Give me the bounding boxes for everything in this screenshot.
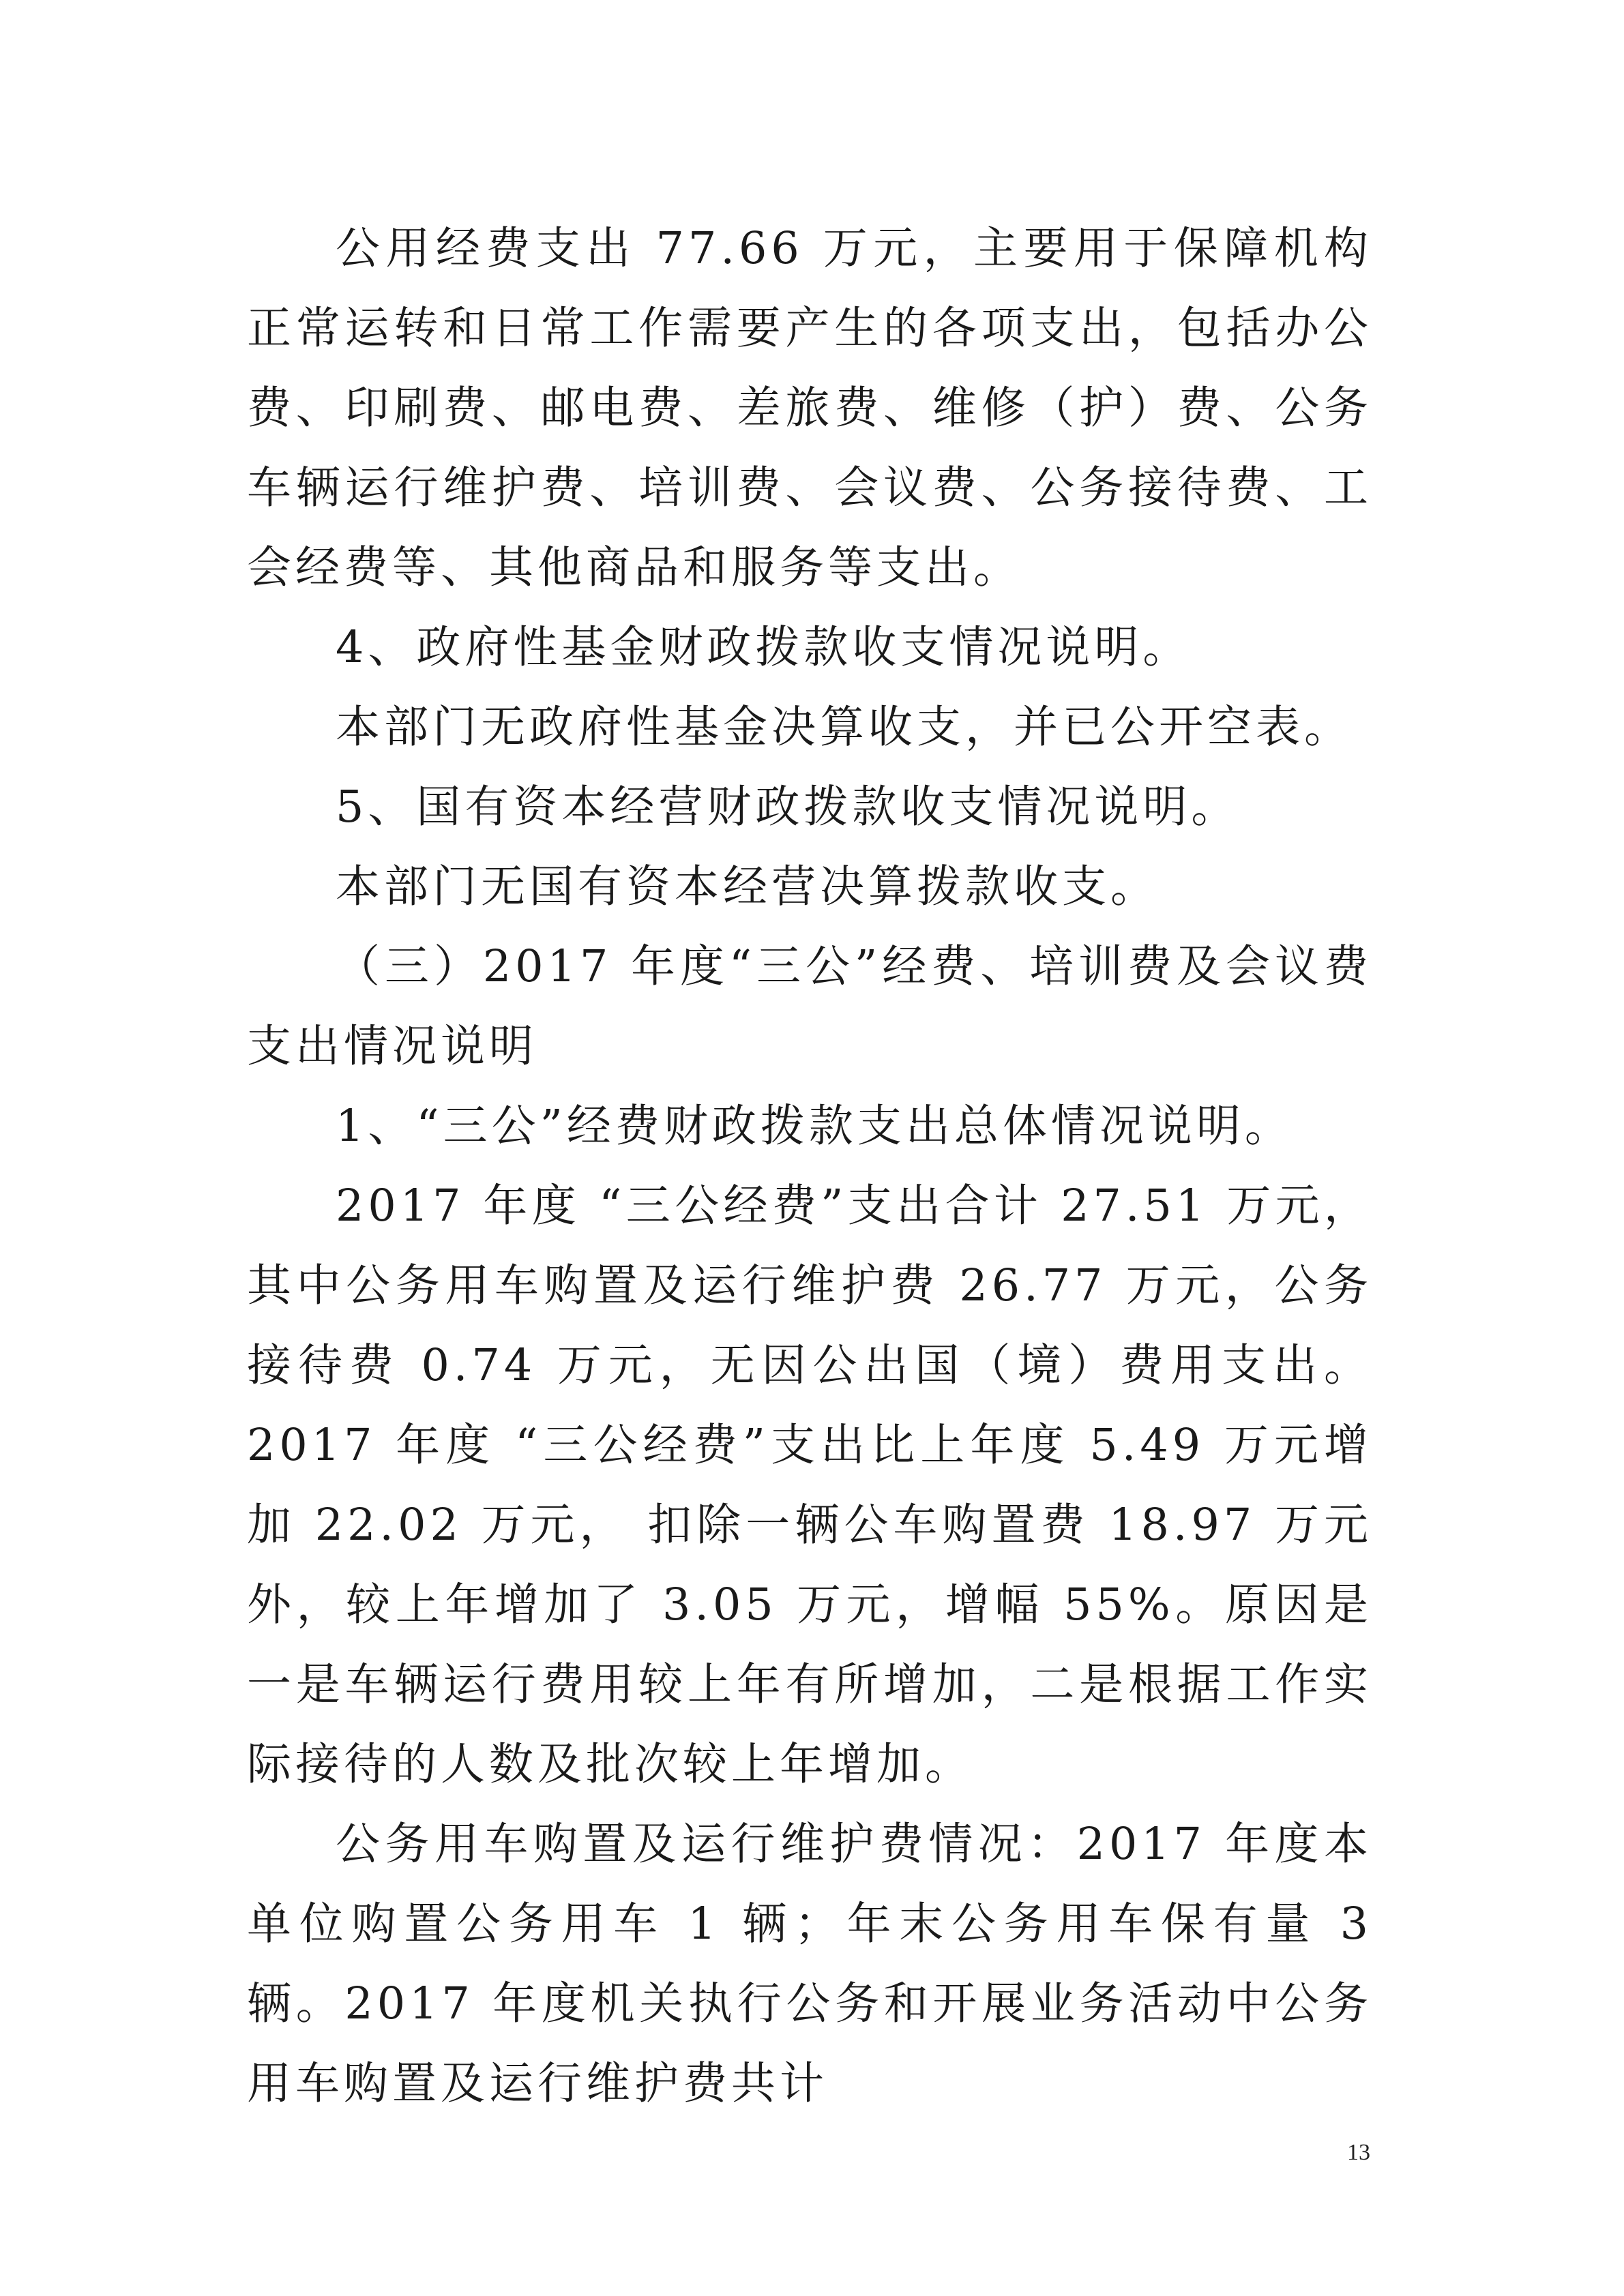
paragraph-state-capital: 本部门无国有资本经营决算拨款收支。 — [336, 861, 1160, 912]
paragraph-government-fund: 本部门无政府性基金决算收支，并已公开空表。 — [336, 702, 1353, 753]
paragraph-public-expenses: 公用经费支出 77.66 万元，主要用于保障机构正常运转和日常工作需要产生的各项支出，包括办公费、印刷费、邮电费、差旅费、维修（护）费、公务车辆运行维护费、培训费、会议费、公务接待费、工会经费等、其他商品和服务等支出。 — [247, 223, 1372, 593]
heading-three-public-expenses: （三）2017 年度“三公”经费、培训费及会议费支出情况说明 — [247, 941, 1372, 1072]
paragraph-three-public-overview: 2017 年度 “三公经费”支出合计 27.51 万元，其中公务用车购置及运行维护费 26.77 万元，公务接待费 0.74 万元，无因公出国（境）费用支出。2017 年度 “三公经费”支出比上年度 5.49 万元增加 22.02 万元， 扣除一辆公车购置费 18.97 万元外，较上年增加了 3.05 万元，增幅 55%。原因是一是车辆运行费用较上年有所增加，二是根据工作实际接待的人数及批次较上年增加。 — [247, 1180, 1372, 1790]
document-body — [247, 209, 1372, 2123]
heading-government-fund: 4、政府性基金财政拨款收支情况说明。 — [336, 622, 1192, 673]
heading-state-capital: 5、国有资本经营财政拨款收支情况说明。 — [336, 781, 1240, 833]
page-number: 13 — [1347, 2140, 1370, 2165]
paragraph-vehicle-expenses: 公务用车购置及运行维护费情况：2017 年度本单位购置公务用车 1 辆；年末公务用车保有量 3 辆。2017 年度机关执行公务和开展业务活动中公务用车购置及运行维护费共计 — [247, 1819, 1372, 2109]
heading-three-public-overview: 1、“三公”经费财政拨款支出总体情况说明。 — [336, 1101, 1293, 1152]
